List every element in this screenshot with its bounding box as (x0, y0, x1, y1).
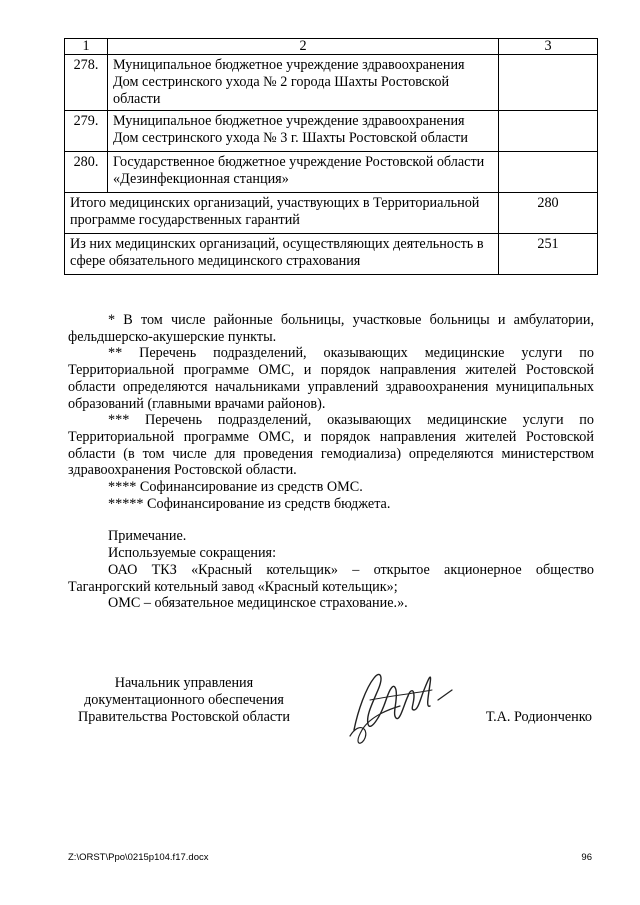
position-line: документационного обеспечения (84, 692, 284, 708)
row-number: 278. (65, 55, 108, 111)
remark-title: Примечание. (108, 528, 187, 545)
row-organization-name: Муниципальное бюджетное учреждение здравоохранения Дом сестринского ухода № 3 г. Шахты Ростовской области (108, 111, 499, 152)
row-organization-name: Муниципальное бюджетное учреждение здравоохранения Дом сестринского ухода № 2 города Шахты Ростовской области (108, 55, 499, 111)
footnote: * В том числе районные больницы, участковые больницы и амбулатории, фельдшерско-акушерские пункты. (68, 312, 594, 345)
footnote: **** Софинансирование из средств ОМС. (108, 479, 363, 496)
header-col-1: 1 (65, 39, 108, 55)
table-row (65, 111, 598, 152)
position-line: Начальник управления (114, 675, 254, 691)
table-row (65, 55, 598, 111)
footnotes-block (68, 312, 594, 612)
total-row (65, 193, 598, 234)
row-organization-name: Государственное бюджетное учреждение Ростовской области «Дезинфекционная станция» (108, 152, 499, 193)
footer-file-path: Z:\ORST\Ppo\0215p104.f17.docx (68, 852, 209, 863)
row-number: 280. (65, 152, 108, 193)
footnote: ** Перечень подразделений, оказывающих медицинские услуги по Территориальной программе ОМС, и порядок направления жителей Ростовской области определяются начальниками управлений здравоохранения муниципальных образований (главными врачами районов). (68, 345, 594, 412)
header-col-2: 2 (108, 39, 499, 55)
position-line: Правительства Ростовской области (78, 709, 290, 725)
table-header-row (65, 39, 598, 55)
page-number: 96 (581, 852, 592, 863)
table-row (65, 152, 598, 193)
row-value (499, 152, 598, 193)
row-number: 279. (65, 111, 108, 152)
oms-total-row (65, 234, 598, 275)
organizations-table (64, 38, 598, 275)
remark-subtitle: Используемые сокращения: (108, 545, 277, 562)
handwritten-signature (340, 660, 460, 750)
signatory-name: Т.А. Родионченко (485, 709, 592, 725)
total-value: 280 (499, 193, 598, 234)
total-label: Итого медицинских организаций, участвующих в Территориальной программе государственных гарантий (65, 193, 499, 234)
row-value (499, 55, 598, 111)
abbreviation-item: ОАО ТКЗ «Красный котельщик» – открытое акционерное общество Таганрогский котельный завод «Красный котельщик»; (68, 561, 594, 595)
footnote: *** Перечень подразделений, оказывающих медицинские услуги по Территориальной программе ОМС, и порядок направления жителей Ростовской области (в том числе для проведения гемодиализа) определяются министерством здравоохранения Ростовской области. (68, 412, 594, 479)
footnote: ***** Софинансирование из средств бюджета. (108, 495, 391, 512)
signatory-position (64, 675, 304, 726)
oms-total-label: Из них медицинских организаций, осуществляющих деятельность в сфере обязательного медицинского страхования (65, 234, 499, 275)
row-value (499, 111, 598, 152)
oms-total-value: 251 (499, 234, 598, 275)
header-col-3: 3 (499, 39, 598, 55)
abbreviation-item: ОМС – обязательное медицинское страхование.». (108, 595, 408, 612)
